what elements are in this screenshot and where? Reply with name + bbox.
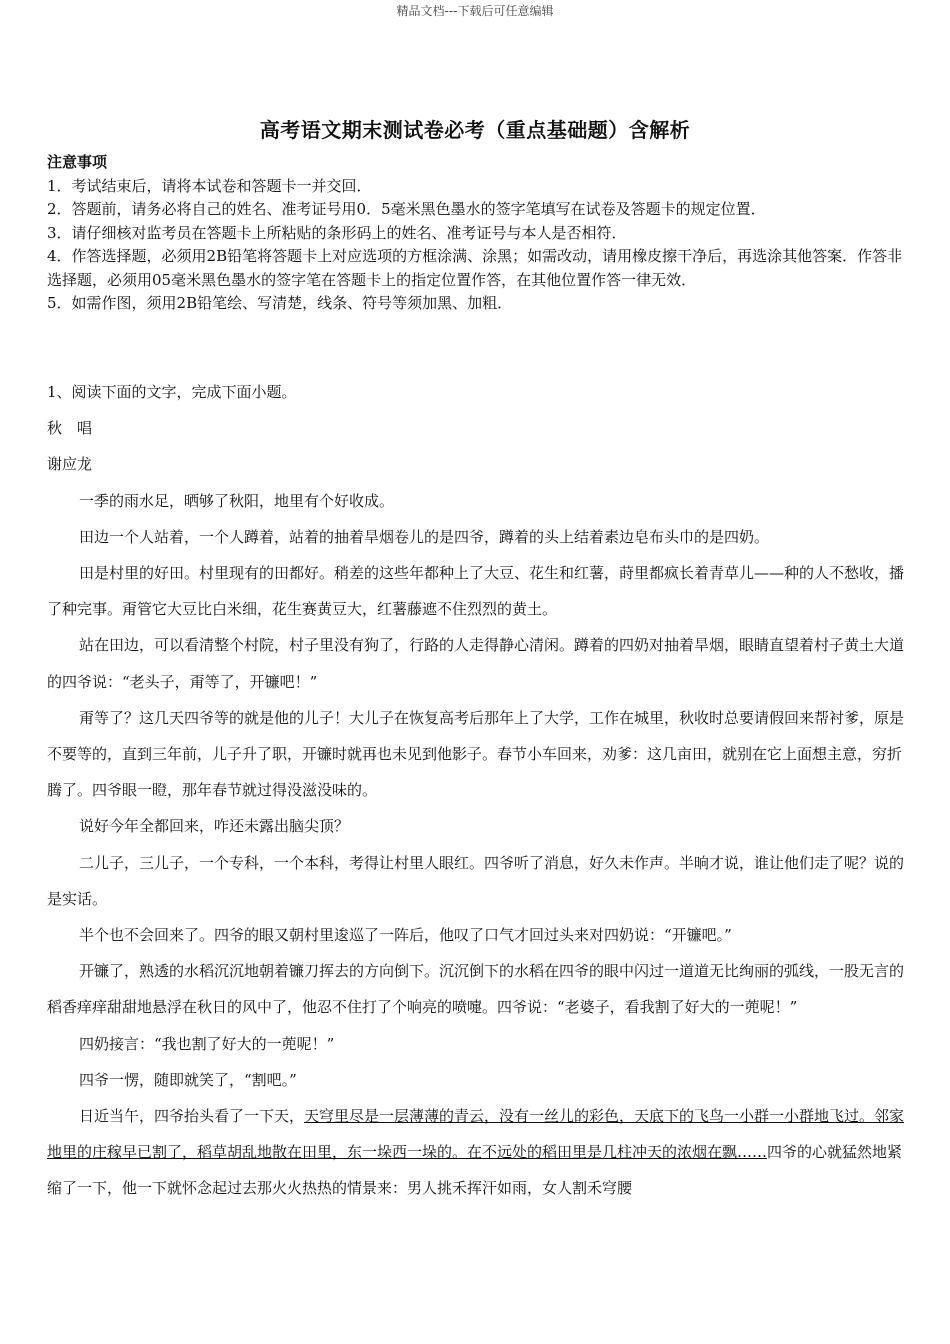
notes-item: 3．请仔细核对监考员在答题卡上所粘贴的条形码上的姓名、准考证号与本人是否相符． xyxy=(47,223,627,242)
story-paragraph-last xyxy=(47,1098,909,1207)
story-paragraph: 田边一个人站着，一个人蹲着，站着的抽着旱烟卷儿的是四爷，蹲着的头上结着素边皂布头巾的是四奶。 xyxy=(79,527,770,546)
text-run: 日近当午，四爷抬头看了一下天， xyxy=(79,1107,305,1126)
story-paragraph: 甭等了？这几天四爷等的就是他的儿子！大儿子在恢复高考后那年上了大学，工作在城里，秋收时总要请假回来帮衬爹，原是不要等的，直到三年前，儿子升了职，开镰时就再也未见到他影子。春节小车回来，劝爹：这几亩田，就别在它上面想主意，穷折腾了。四爷眼一瞪，那年春节就过得没滋没味的。 xyxy=(47,708,905,800)
text-run: 四爷的心就猛然地紧缩了一下，他一下就怀念起过去那火火热热的情景来：男人挑禾挥汗如雨，女人割禾穹腰 xyxy=(47,1143,903,1198)
page-header: 精品文档---下载后可任意编辑 xyxy=(396,4,554,18)
story-paragraph: 一季的雨水足，晒够了秋阳，地里有个好收成。 xyxy=(79,491,395,510)
notes-item: 5．如需作图，须用2B铅笔绘、写清楚，线条、符号等须加黑、加粗． xyxy=(47,294,513,312)
story-paragraph: 说好今年全都回来，咋还未露出脑尖顶？ xyxy=(79,817,350,836)
question-section xyxy=(47,374,909,1207)
story-author: 谢应龙 xyxy=(47,455,93,474)
notes-item: 4．作答选择题，必须用2B铅笔将答题卡上对应选项的方框涂满、涂黑；如需改动，请用橡皮擦干净后，再选涂其他答案．作答非选择题，必须用05毫米黑色墨水的签字笔在答题卡上的指定位置作答，在其他位置作答一律无效． xyxy=(47,247,903,289)
story-paragraph: 田是村里的好田。村里现有的田都好。稍差的这些年都种上了大豆、花生和红薯，莳里都疯长着青草儿——种的人不愁收，播了种完事。甭管它大豆比白米细，花生赛黄豆大，红薯藤遮不住烈烈的黄土。 xyxy=(47,564,905,619)
notes-item: 1．考试结束后，请将本试卷和答题卡一并交回． xyxy=(47,176,372,195)
notes-item: 2．答题前，请务必将自己的姓名、准考证号用0．5毫米黑色墨水的签字笔填写在试卷及答题卡的规定位置． xyxy=(47,200,766,218)
story-paragraph: 四爷一愣，随即就笑了，“割吧。” xyxy=(79,1070,297,1089)
underlined-passage: 天穹里尽是一层薄薄的青云，没有一丝儿的彩色，天底下的飞鸟一小群一小群地飞过。邻家地里的庄稼早已割了，稻草胡乱地散在田里，东一垛西一垛的。在不远处的稻田里是几柱冲天的浓烟在飘…… xyxy=(47,1107,905,1162)
story-paragraph: 半个也不会回来了。四爷的眼又朝村里逡巡了一阵后，他叹了口气才回过头来对四奶说：“开镰吧。” xyxy=(79,926,732,945)
story-paragraph: 站在田边，可以看清整个村院，村子里没有狗了，行路的人走得静心清闲。蹲着的四奶对抽着旱烟，眼睛直望着村子黄土大道的四爷说：“老头子，甭等了，开镰吧！” xyxy=(47,636,905,691)
notes-section xyxy=(47,151,917,316)
page-title: 高考语文期末测试卷必考（重点基础题）含解析 xyxy=(259,118,691,142)
question-intro: 1、阅读下面的文字，完成下面小题。 xyxy=(47,383,297,401)
story-title: 秋 唱 xyxy=(47,419,93,438)
story-paragraph: 二儿子，三儿子，一个专科，一个本科，考得让村里人眼红。四爷听了消息，好久未作声。半晌才说，谁让他们走了呢？说的是实话。 xyxy=(47,853,905,908)
story-paragraph: 四奶接言：“我也割了好大的一蔸呢！” xyxy=(79,1034,335,1053)
notes-heading: 注意事项 xyxy=(47,153,108,171)
story-paragraph: 开镰了，熟透的水稻沉沉地朝着镰刀挥去的方向倒下。沉沉倒下的水稻在四爷的眼中闪过一道道无比绚丽的弧线，一股无言的稻香痒痒甜甜地悬浮在秋日的风中了，他忍不住打了个响亮的喷嚏。四爷说：“老婆子，看我割了好大的一蔸呢！” xyxy=(47,962,905,1017)
